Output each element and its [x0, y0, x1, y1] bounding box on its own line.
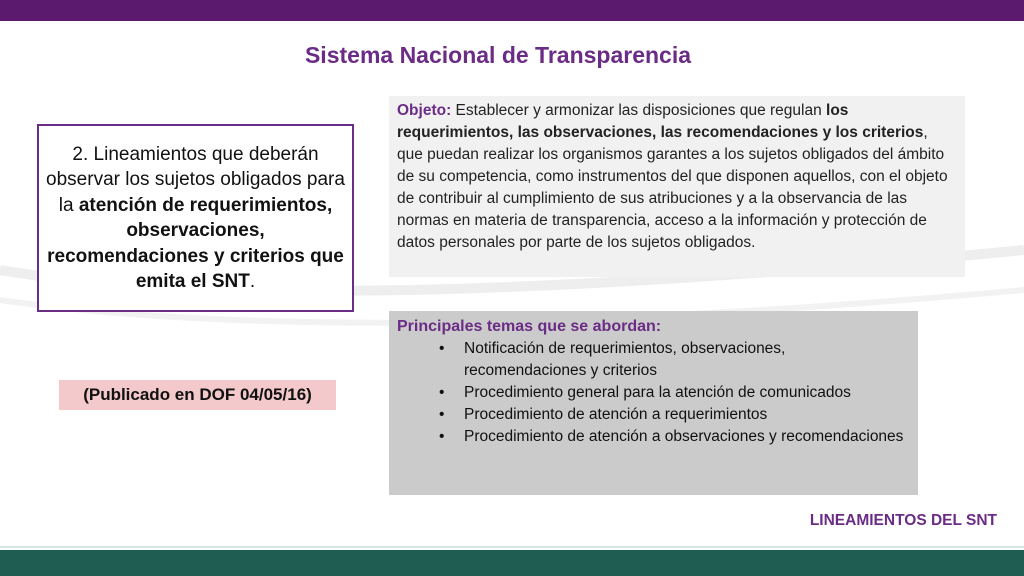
- objective-text-part2: , que puedan realizar los organismos garantes a los sujetos obligados del ámbito de su competencia, como instrumentos del que disponen aquellos, con el objeto de contribuir al cumplimiento de sus atribuciones y a la observancia de las normas en materia de transparencia, acceso a la información y protección de datos personales por parte de los sujetos obligados.: [397, 124, 948, 251]
- list-item-text: Procedimiento general para la atención de comunicados: [464, 384, 851, 401]
- bullet-icon: •: [439, 340, 445, 357]
- top-banner: [0, 0, 1024, 21]
- guideline-title-part1: 2. Lineamientos que deberán observar los sujetos obligados para la: [46, 143, 345, 216]
- list-item-text: Notificación de requerimientos, observaciones, recomendaciones y criterios: [464, 340, 786, 379]
- topics-list: [397, 338, 908, 448]
- objective-text-bold: los requerimientos, las observaciones, las recomendaciones y los criterios: [397, 102, 924, 141]
- publication-badge: (Publicado en DOF 04/05/16): [59, 380, 336, 410]
- bottom-divider: [0, 546, 1024, 548]
- topics-box: [389, 311, 918, 495]
- bullet-icon: •: [439, 406, 445, 423]
- list-item: [397, 404, 908, 426]
- list-item: [397, 382, 908, 404]
- objective-label: Objeto:: [397, 102, 452, 119]
- list-item: [397, 426, 908, 448]
- guideline-title-box: [37, 124, 354, 312]
- objective-box: [389, 96, 965, 277]
- objective-text-part1: Establecer y armonizar las disposiciones que regulan: [451, 102, 827, 119]
- topics-heading: Principales temas que se abordan:: [397, 318, 662, 335]
- bullet-icon: •: [439, 384, 445, 401]
- footer-label: LINEAMIENTOS DEL SNT: [809, 512, 997, 529]
- bottom-banner: [0, 550, 1024, 576]
- page-title: Sistema Nacional de Transparencia: [304, 42, 692, 68]
- list-item-text: Procedimiento de atención a requerimientos: [464, 406, 768, 423]
- guideline-title-bold: atención de requerimientos, observaciones, recomendaciones y criterios que emita el SNT: [47, 194, 344, 292]
- list-item-text: Procedimiento de atención a observaciones y recomendaciones: [464, 428, 904, 445]
- guideline-title-end: .: [249, 271, 256, 292]
- guideline-title-text: [45, 142, 346, 295]
- list-item: [397, 338, 908, 382]
- bullet-icon: •: [439, 428, 445, 445]
